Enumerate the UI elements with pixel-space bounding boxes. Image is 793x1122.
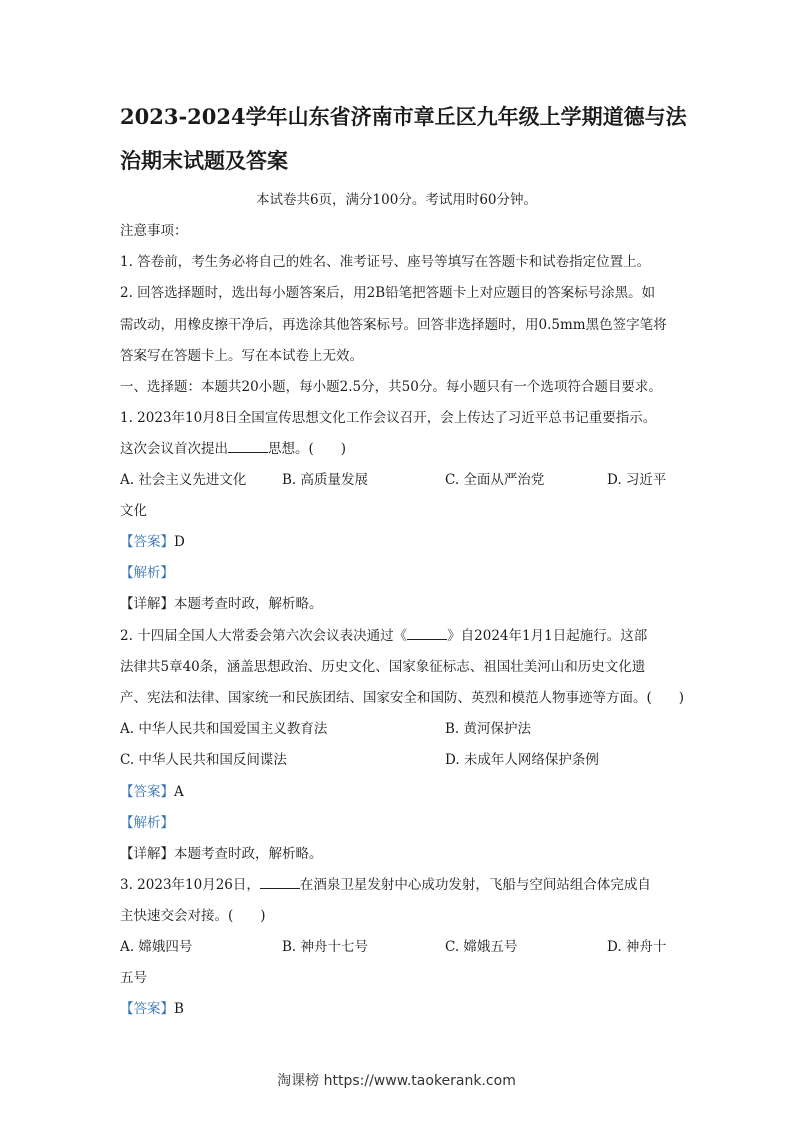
q2-option-c: C. 中华人民共和国反间谍法 — [120, 752, 287, 768]
q2-option-d: D. 未成年人网络保护条例 — [445, 752, 599, 768]
q3-option-c: C. 嫦娥五号 — [445, 939, 518, 955]
q1-option-d-cont: 文化 — [120, 503, 147, 519]
q2-stem-tail: 》自2024年1月1日起施行。这部 — [447, 628, 648, 644]
q1-detail-text: 本题考查时政，解析略。 — [174, 596, 323, 612]
q2-stem-text: 2. 十四届全国人大常委会第六次会议表决通过《 — [120, 628, 408, 644]
q3-answer-value: B — [174, 1001, 184, 1017]
q1-stem-line-2 — [120, 437, 346, 457]
notice-item-2-line-2: 需改动，用橡皮擦干净后，再选涂其他答案标号。回答非选择题时，用0.5mm黑色签字笔将 — [120, 317, 667, 333]
document-title — [120, 95, 690, 183]
title-line-1: 2023-2024学年山东省济南市章丘区九年级上学期道德与法 — [120, 104, 687, 129]
q3-stem-tail: 在酒泉卫星发射中心成功发射，飞船与空间站组合体完成自 — [299, 877, 651, 893]
exam-info: 本试卷共6页，满分100分。考试用时60分钟。 — [255, 192, 538, 208]
q1-option-b: B. 高质量发展 — [282, 472, 369, 488]
q3-option-b: B. 神舟十七号 — [282, 939, 369, 955]
q3-option-a: A. 嫦娥四号 — [120, 939, 193, 955]
detail-tag: 【详解】 — [120, 846, 174, 862]
q1-stem-tail: 思想。( ) — [268, 441, 347, 457]
q1-stem-text: 这次会议首次提出 — [120, 441, 228, 457]
q3-answer — [120, 997, 184, 1017]
q1-analysis-tag: 【解析】 — [120, 565, 174, 581]
q2-stem-line-2: 法律共5章40条，涵盖思想政治、历史文化、国家象征标志、祖国壮美河山和历史文化遗 — [120, 659, 646, 675]
q1-option-c: C. 全面从严治党 — [445, 472, 545, 488]
notice-item-2-line-1: 2. 回答选择题时，选出每小题答案后，用2B铅笔把答题卡上对应题目的答案标号涂黑。如 — [120, 285, 656, 301]
q3-stem-line-2: 主快速交会对接。( ) — [120, 908, 266, 924]
notice-item-2-line-3: 答案写在答题卡上。写在本试卷上无效。 — [120, 348, 363, 364]
q2-option-b: B. 黄河保护法 — [445, 721, 532, 737]
q3-stem-line-1 — [120, 873, 651, 893]
q2-detail — [120, 842, 323, 862]
q2-answer-value: A — [174, 784, 184, 800]
q2-answer — [120, 780, 184, 800]
answer-tag: 【答案】 — [120, 784, 174, 800]
q3-blank — [260, 876, 300, 889]
q1-option-d: D. 习近平 — [607, 472, 667, 488]
q3-option-d: D. 神舟十 — [607, 939, 667, 955]
q1-blank — [228, 440, 268, 453]
q2-blank — [407, 627, 447, 640]
section-heading: 一、选择题：本题共20小题，每小题2.5分，共50分。每小题只有一个选项符合题目要求。 — [120, 379, 662, 395]
q2-option-a: A. 中华人民共和国爱国主义教育法 — [120, 721, 328, 737]
q3-option-d-cont: 五号 — [120, 970, 147, 986]
q3-stem-text: 3. 2023年10月26日， — [120, 877, 260, 893]
notice-item-1: 1. 答卷前，考生务必将自己的姓名、准考证号、座号等填写在答题卡和试卷指定位置上。 — [120, 254, 651, 270]
title-line-2: 治期末试题及答案 — [120, 148, 288, 173]
q1-option-a: A. 社会主义先进文化 — [120, 472, 247, 488]
footer-watermark: 淘课榜 https://www.taokerank.com — [277, 1073, 516, 1089]
q2-stem-line-3: 产、宪法和法律、国家统一和民族团结、国家安全和国防、英烈和模范人物事迹等方面。( ) — [120, 690, 685, 706]
answer-tag: 【答案】 — [120, 1001, 174, 1017]
q1-detail — [120, 592, 323, 612]
q2-detail-text: 本题考查时政，解析略。 — [174, 846, 323, 862]
q2-analysis-tag: 【解析】 — [120, 815, 174, 831]
notice-heading: 注意事项： — [120, 223, 188, 239]
q1-answer-value: D — [174, 534, 185, 550]
q2-stem-line-1 — [120, 624, 647, 644]
answer-tag: 【答案】 — [120, 534, 174, 550]
detail-tag: 【详解】 — [120, 596, 174, 612]
q1-stem-line-1: 1. 2023年10月8日全国宣传思想文化工作会议召开，会上传达了习近平总书记重要指示。 — [120, 410, 657, 426]
q1-answer — [120, 530, 185, 550]
